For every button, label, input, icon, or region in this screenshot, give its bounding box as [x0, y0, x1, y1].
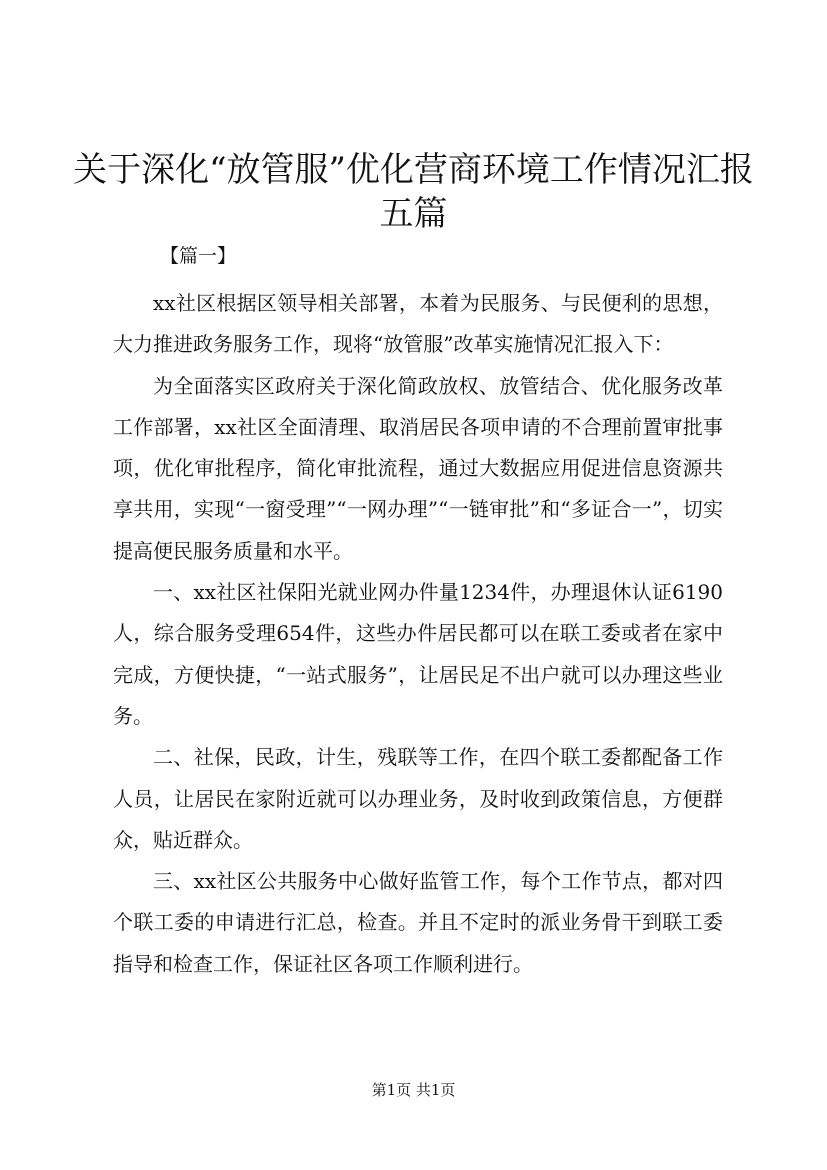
document-title: 关于深化“放管服”优化营商环境工作情况汇报五篇: [73, 150, 754, 234]
section-label: 【篇一】: [160, 245, 237, 267]
paragraph: 二、社保，民政，计生，残联等工作，在四个联工委都配备工作人员，让居民在家附近就可以办理业务，及时收到政策信息，方便群众，贴近群众。: [113, 745, 723, 852]
document-body: [113, 283, 723, 985]
paragraph: 为全面落实区政府关于深化简政放权、放管结合、优化服务改革工作部署，xx社区全面清理、取消居民各项申请的不合理前置审批事项，优化审批程序，简化审批流程，通过大数据应用促进信息资源共享共用，实现“一窗受理”“一网办理”“一链审批”和“多证合一”，切实提高便民服务质量和水平。: [113, 373, 723, 563]
page-footer: 第1页 共1页: [371, 1081, 456, 1099]
paragraph: 三、xx社区公共服务中心做好监管工作，每个工作节点，都对四个联工委的申请进行汇总，检查。并且不定时的派业务骨干到联工委指导和检查工作，保证社区各项工作顺利进行。: [113, 869, 723, 976]
paragraph: 一、xx社区社保阳光就业网办件量1234件，办理退休认证6190人，综合服务受理654件，这些办件居民都可以在联工委或者在家中完成，方便快捷，“一站式服务”，让居民足不出户就可以办理这些业务。: [113, 580, 723, 728]
paragraph: xx社区根据区领导相关部署，本着为民服务、与民便利的思想，大力推进政务服务工作，现将“放管服”改革实施情况汇报入下：: [113, 291, 723, 357]
